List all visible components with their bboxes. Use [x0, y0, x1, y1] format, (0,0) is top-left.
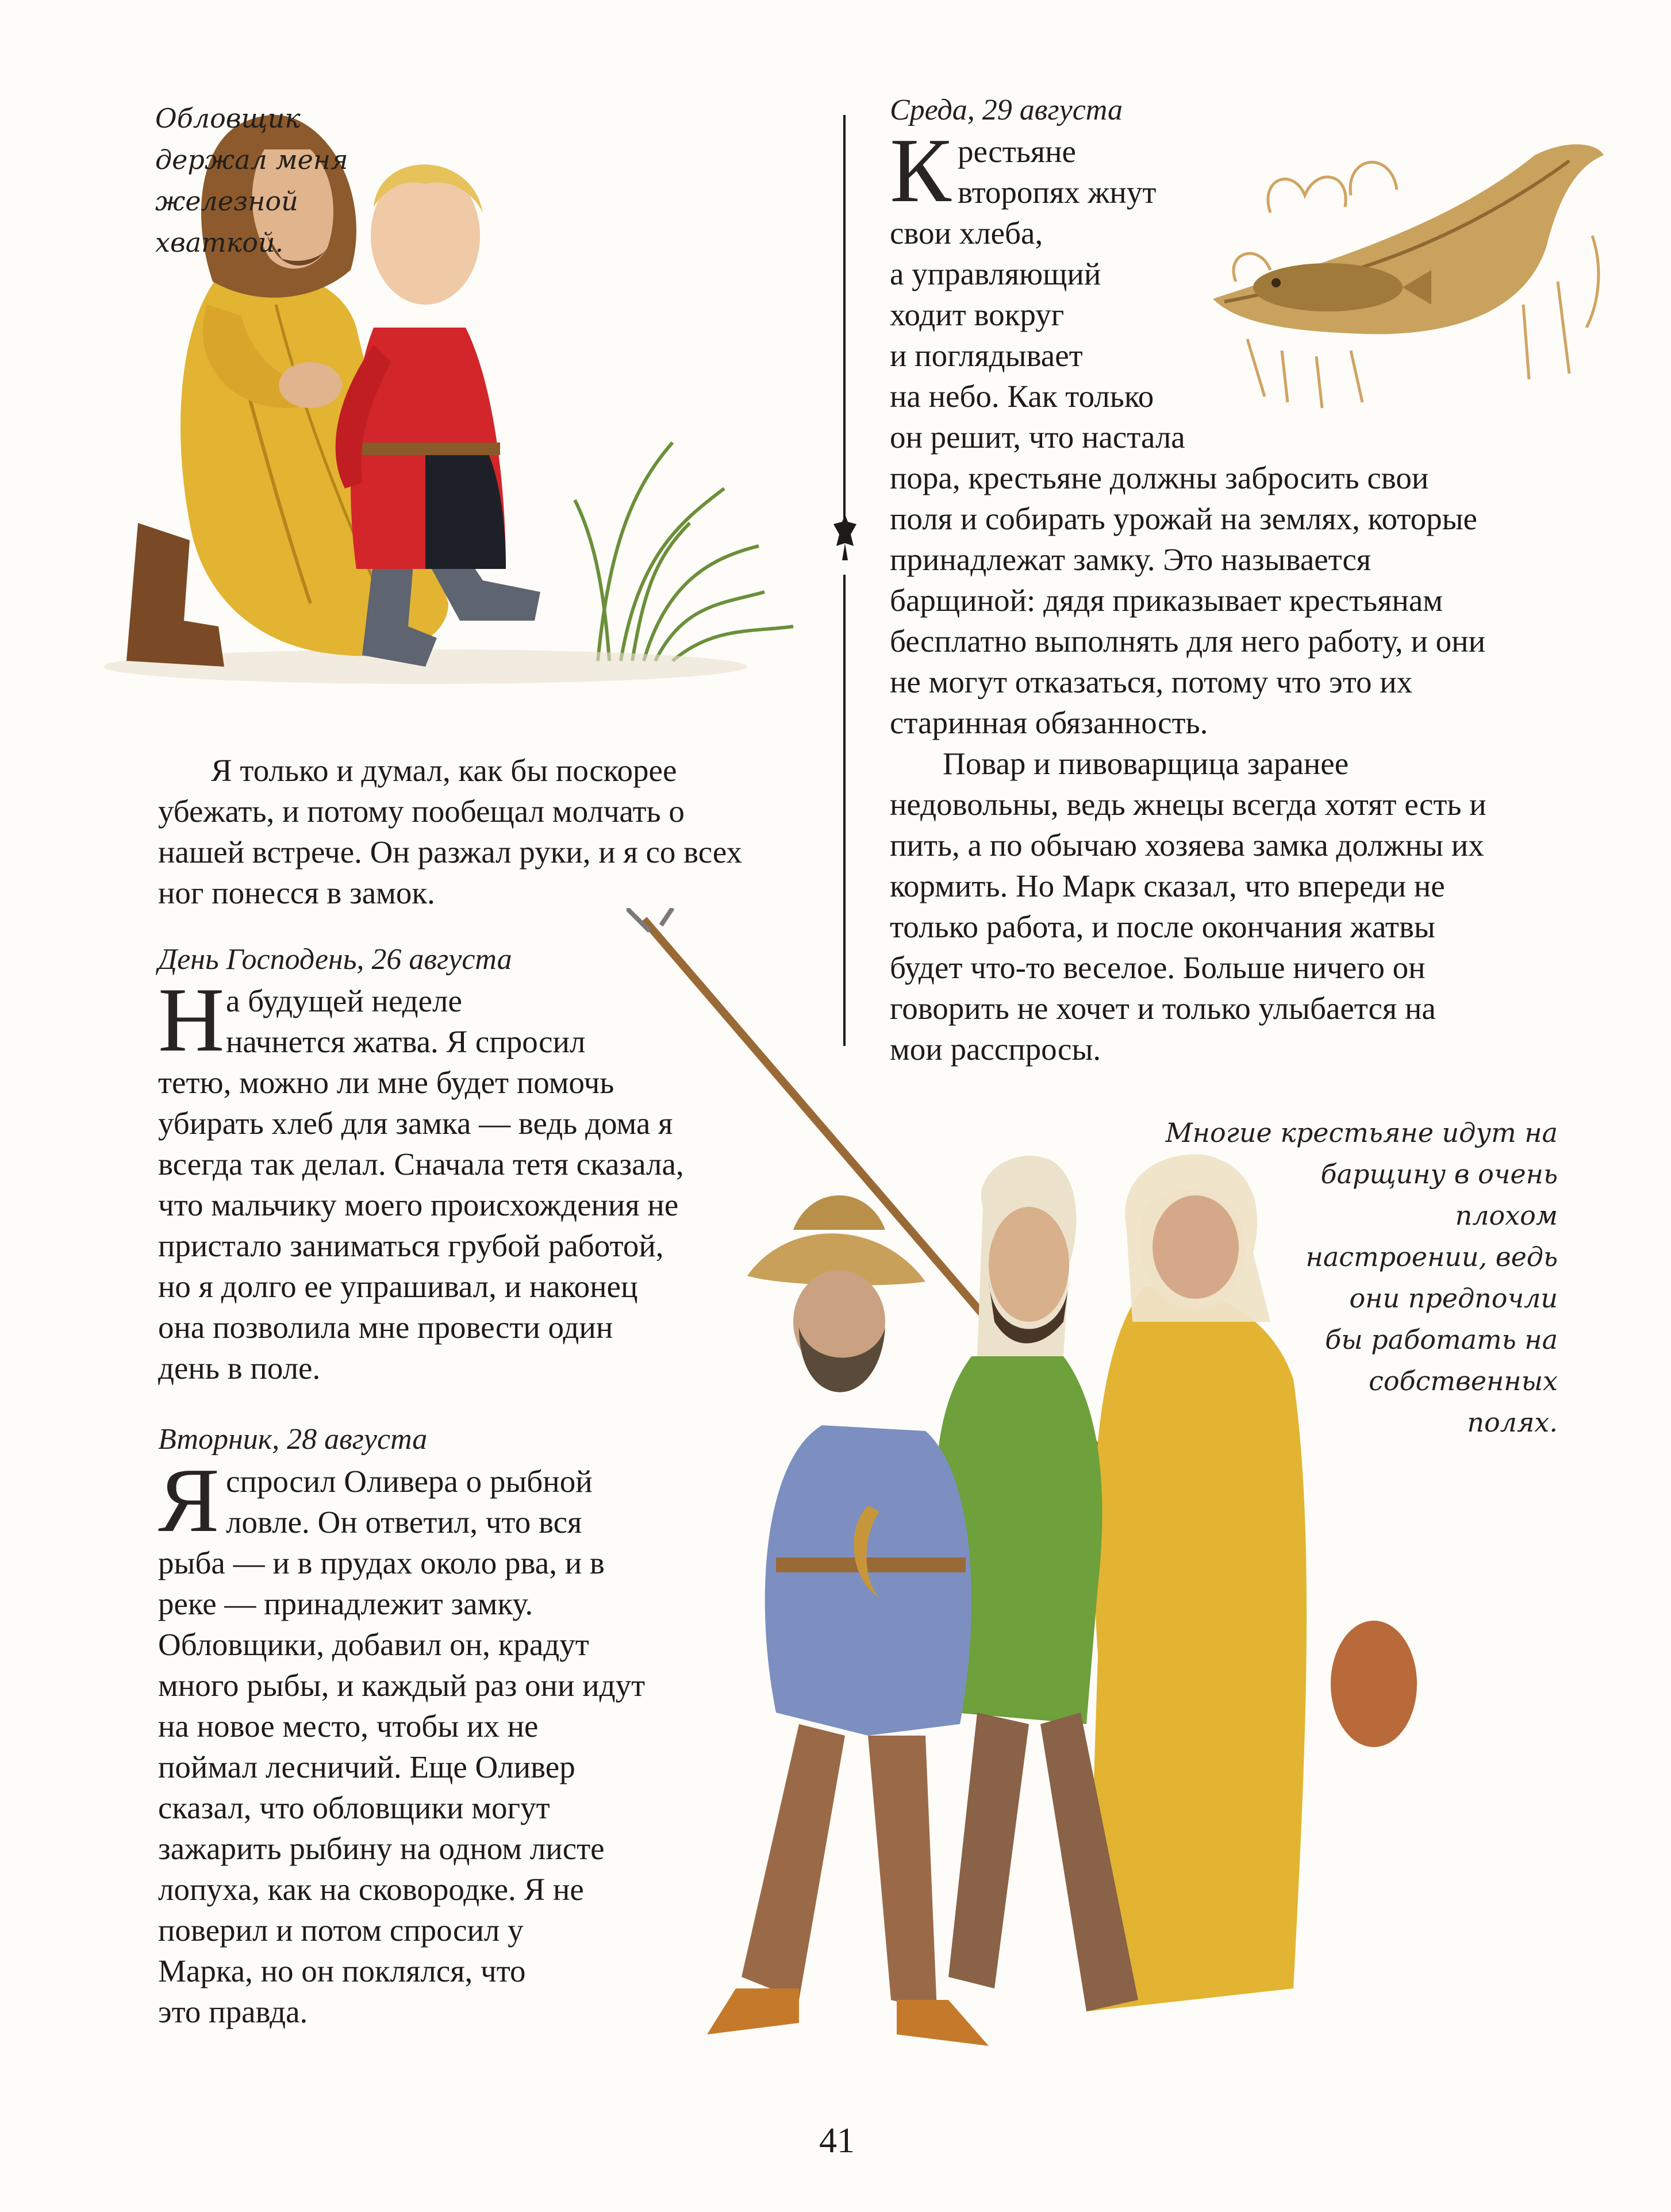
text-line: сказал, что обловщики могут	[158, 1790, 550, 1825]
text-line: убежать, и потому пообещал молчать о	[158, 794, 685, 829]
text-line: лопуха, как на сковородке. Я не	[158, 1872, 584, 1907]
caption-line: полях.	[1467, 1407, 1558, 1438]
caption-line: хваткой.	[155, 227, 284, 258]
text-line: день в поле.	[158, 1351, 321, 1386]
text-line: рыба — и в прудах около рва, и в	[158, 1545, 605, 1580]
text-line: будет что-то веселое. Больше ничего он	[890, 950, 1426, 985]
caption-line: плохом	[1455, 1200, 1558, 1231]
text-line: только работа, и после окончания жатвы	[890, 909, 1435, 944]
text-line: ходит вокруг	[890, 297, 1065, 332]
text-line: а будущей неделе	[226, 983, 462, 1018]
text-line: поверил и потом спросил у	[158, 1913, 524, 1948]
text-line: свои хлеба,	[890, 216, 1043, 251]
text-line: Обловщики, добавил он, крадут	[158, 1627, 589, 1662]
caption-line: Обловщик	[155, 103, 301, 134]
text-line: что мальчику моего происхождения не	[158, 1187, 679, 1222]
text-line: поймал лесничий. Еще Оливер	[158, 1749, 575, 1784]
text-line: на новое место, чтобы их не	[158, 1709, 539, 1744]
tuesday-heading: Вторник, 28 августа	[158, 1423, 428, 1456]
text-line: убирать хлеб для замка — ведь дома я	[158, 1106, 673, 1141]
column-divider	[843, 115, 846, 1046]
caption-line: железной	[155, 186, 298, 217]
tuesday-dropcap: Я	[158, 1449, 220, 1551]
text-line: пить, а по обычаю хозяева замка должны их	[890, 828, 1484, 863]
page-number: 41	[819, 2121, 855, 2160]
text-line: он решит, что настала	[890, 420, 1185, 455]
wednesday-heading: Среда, 29 августа	[890, 94, 1123, 126]
text-line: поля и собирать урожай на землях, которые	[890, 501, 1477, 536]
poacher-caption	[155, 98, 362, 263]
text-line: Я только и думал, как бы поскорее	[211, 753, 677, 788]
text-line: принадлежат замку. Это называется	[890, 542, 1372, 577]
text-line: кормить. Но Марк сказал, что впереди не	[890, 868, 1445, 903]
sunday-heading: День Господень, 26 августа	[158, 943, 512, 976]
text-line: много рыбы, и каждый раз они идут	[158, 1668, 646, 1703]
text-line: не могут отказаться, потому что это их	[890, 664, 1413, 699]
wednesday-dropcap: К	[890, 119, 951, 221]
text-line: всегда так делал. Сначала тетя сказала,	[158, 1147, 684, 1182]
caption-line: Многие крестьяне идут на	[1165, 1117, 1558, 1148]
text-line: нашей встрече. Он разжал руки, и я со всех	[158, 834, 743, 870]
text-line: мои расспросы.	[890, 1032, 1101, 1067]
text-line: и поглядывает	[890, 338, 1083, 373]
caption-line: настроении, ведь	[1305, 1241, 1558, 1272]
fish-on-leaf-illustration	[1201, 132, 1615, 420]
text-line: недовольны, ведь жнецы всегда хотят есть и	[890, 787, 1486, 822]
caption-line: держал меня	[155, 144, 348, 175]
text-line: тетю, можно ли мне будет помочь	[158, 1065, 614, 1100]
text-line: а управляющий	[890, 256, 1101, 291]
text-line: барщиной: дядя приказывает крестьянам	[890, 583, 1443, 618]
text-line: но я долго ее упрашивал, и наконец	[158, 1269, 638, 1304]
text-line: пора, крестьяне должны забросить свои	[890, 460, 1429, 495]
caption-line: бы работать на	[1325, 1324, 1558, 1355]
text-line: пристало заниматься грубой работой,	[158, 1228, 664, 1263]
peasants-caption	[1115, 1112, 1558, 1443]
sunday-dropcap: Н	[158, 968, 225, 1071]
peasants-illustration	[627, 908, 1454, 2098]
text-line: ловле. Он ответил, что вся	[226, 1505, 582, 1540]
text-line: Повар и пивоварщица заранее	[943, 746, 1349, 781]
text-line: начнется жатва. Я спросил	[226, 1024, 586, 1059]
text-line: старинная обязанность.	[890, 705, 1208, 740]
text-line: второпях жнут	[958, 175, 1157, 210]
intro-paragraph	[158, 750, 836, 913]
text-line: говорить не хочет и только улыбается на	[890, 991, 1436, 1026]
text-line: зажарить рыбину на одном листе	[158, 1831, 605, 1866]
text-line: спросил Оливера о рыбной	[226, 1464, 593, 1499]
text-line: реке — принадлежит замку.	[158, 1586, 533, 1621]
eagle-ornament-icon	[831, 511, 859, 563]
text-line: это правда.	[158, 1994, 308, 2029]
text-line: ног понесся в замок.	[158, 875, 435, 910]
text-line: бесплатно выполнять для него работу, и они	[890, 624, 1486, 659]
text-line: рестьяне	[958, 134, 1076, 169]
caption-line: они предпочли	[1349, 1283, 1558, 1314]
caption-line: барщину в очень	[1320, 1159, 1558, 1190]
text-line: Марка, но он поклялся, что	[158, 1953, 526, 1988]
caption-line: собственных	[1369, 1365, 1558, 1397]
text-line: на небо. Как только	[890, 379, 1154, 414]
text-line: она позволила мне провести один	[158, 1310, 613, 1345]
